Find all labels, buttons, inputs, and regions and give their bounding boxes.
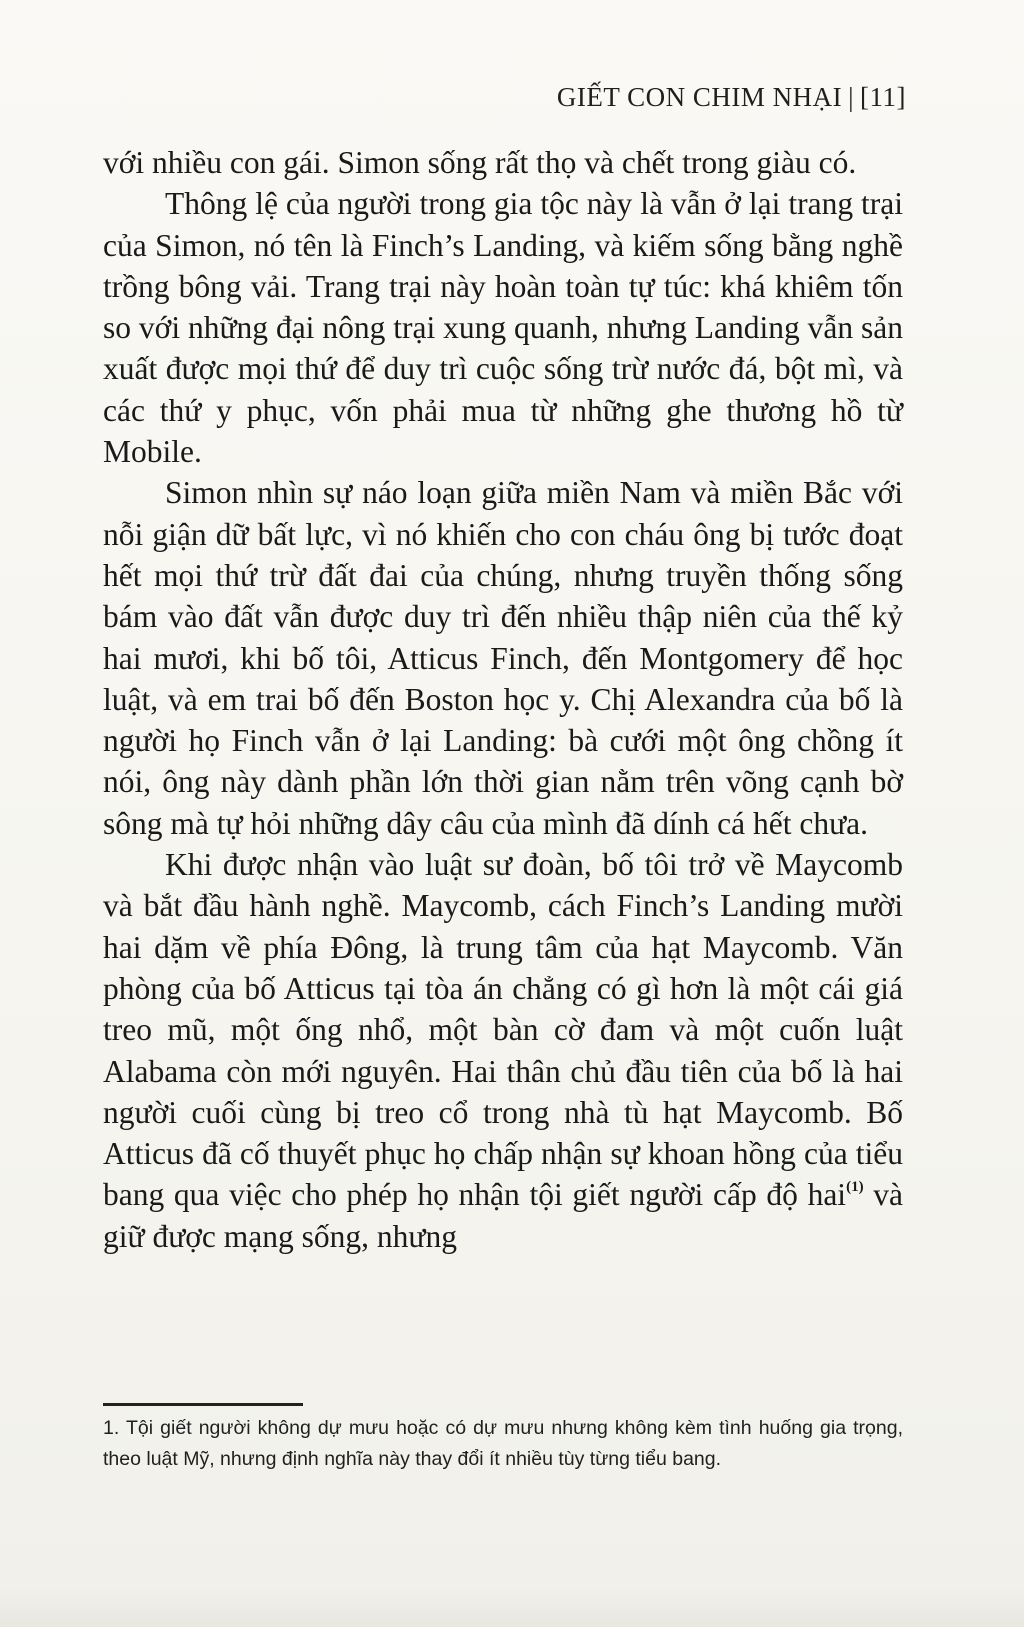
footnote-divider — [103, 1403, 303, 1406]
paragraph-4-tail: và giữ được mạng sống, nhưng — [103, 1177, 903, 1254]
paragraph-4 — [103, 844, 903, 1257]
footnote: 1. Tội giết người không dự mưu hoặc có dự mưu nhưng không kèm tình huống gia trọng, theo luật Mỹ, nhưng định nghĩa này thay đổi ít nhiều tùy từng tiểu bang. — [103, 1417, 903, 1470]
book-title: GIẾT CON CHIM NHẠI — [556, 82, 843, 112]
page-number: [11] — [860, 82, 906, 112]
paragraph-2: Thông lệ của người trong gia tộc này là vẫn ở lại trang trại của Simon, nó tên là Finch’s Landing, và kiếm sống bằng nghề trồng bông vải. Trang trại này hoàn toàn tự túc: khá khiêm tốn so với những đại nông trại xung quanh, nhưng Landing vẫn sản xuất được mọi thứ để duy trì cuộc sống trừ nước đá, bột mì, và các thứ y phục, vốn phải mua từ những ghe thương hồ từ Mobile. — [103, 186, 903, 470]
paragraph-1: với nhiều con gái. Simon sống rất thọ và chết trong giàu có. — [103, 145, 857, 180]
footnote-reference[interactable]: (1) — [846, 1179, 864, 1196]
header-separator: | — [848, 82, 855, 112]
paragraph-4-text: Khi được nhận vào luật sư đoàn, bố tôi trở về Maycomb và bắt đầu hành nghề. Maycomb, cách Finch’s Landing mười hai dặm về phía Đông, là trung tâm của hạt Maycomb. Văn phòng của bố Atticus tại tòa án chẳng có gì hơn là một cái giá treo mũ, một ống nhổ, một bàn cờ đam và một cuốn luật Alabama còn mới nguyên. Hai thân chủ đầu tiên của bố là hai người cuối cùng bị treo cổ trong nhà tù hạt Maycomb. Bố Atticus đã cố thuyết phục họ chấp nhận sự khoan hồng của tiểu bang qua việc cho phép họ nhận tội giết người cấp độ hai — [103, 847, 903, 1213]
body-text — [103, 142, 903, 1257]
paragraph-3: Simon nhìn sự náo loạn giữa miền Nam và miền Bắc với nỗi giận dữ bất lực, vì nó khiến cho con cháu ông bị tước đoạt hết mọi thứ trừ đất đai của chúng, nhưng truyền thống sống bám vào đất vẫn được duy trì đến nhiều thập niên của thế kỷ hai mươi, khi bố tôi, Atticus Finch, đến Montgomery để học luật, và em trai bố đến Boston học y. Chị Alexandra của bố là người họ Finch vẫn ở lại Landing: bà cưới một ông chồng ít nói, ông này dành phần lớn thời gian nằm trên võng cạnh bờ sông mà tự hỏi những dây câu của mình đã dính cá hết chưa. — [103, 475, 903, 841]
running-header — [557, 82, 906, 113]
page-edge-shadow — [0, 1587, 1024, 1627]
